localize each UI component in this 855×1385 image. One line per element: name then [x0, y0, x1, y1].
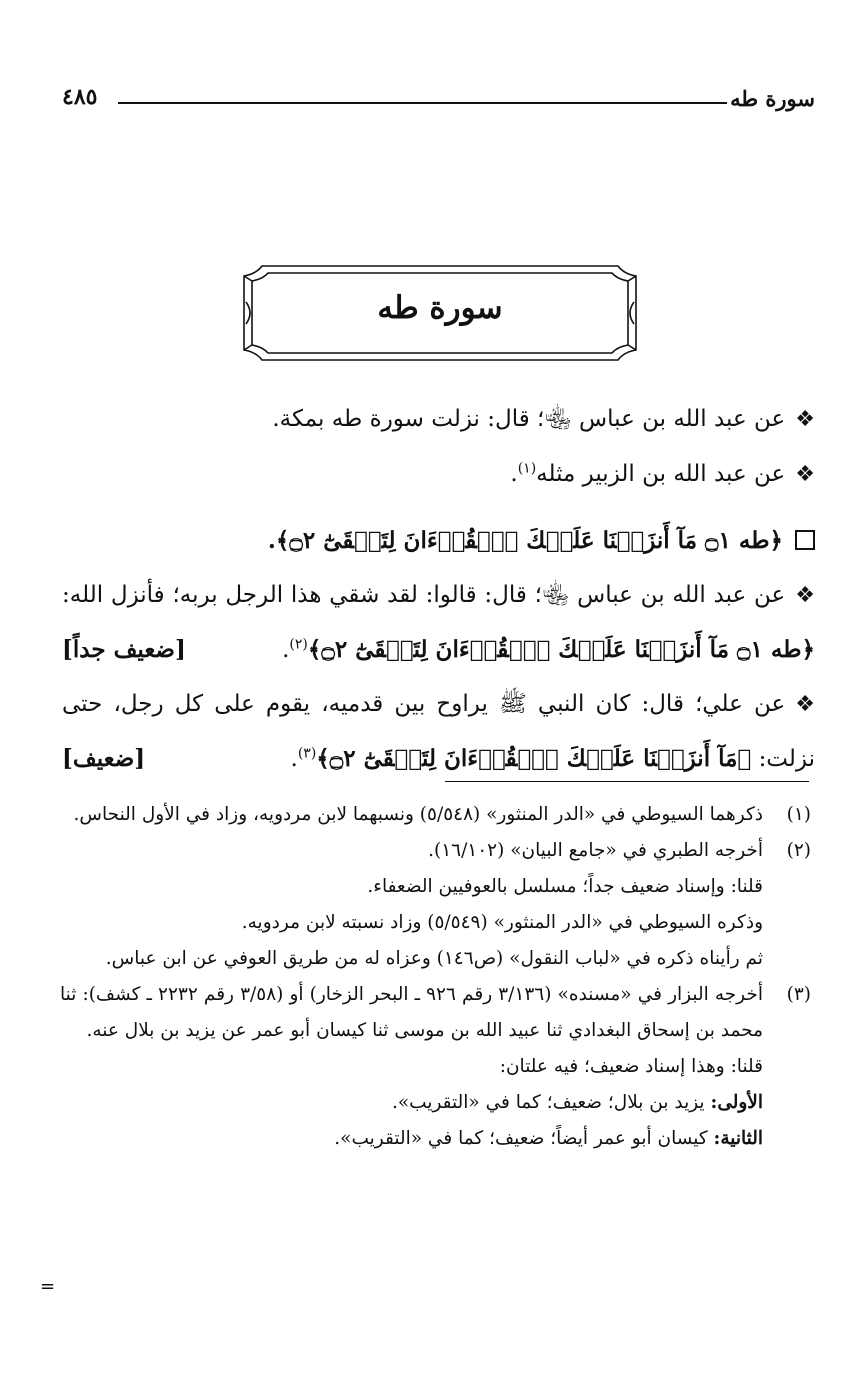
quran-verse: ﴿طه ۝١ مَآ أَنزَلۡنَا عَلَيۡكَ ٱلۡقُرۡءَانَ لِتَشۡقَىٰٓ ۝٢﴾.: [267, 527, 783, 554]
running-title: سورة طه: [730, 86, 815, 111]
hadith-paragraph-3: [62, 568, 815, 677]
para-4-verse: ﴿مَآ أَنزَلۡنَا عَلَيۡكَ ٱلۡقُرۡءَانَ لِتَشۡقَىٰٓ ۝٢﴾: [316, 745, 752, 772]
hadith-line-2: [62, 447, 815, 502]
footnote-ref-1[interactable]: (١): [517, 460, 537, 477]
line-2-text: عن عبد الله بن الزبير مثله: [536, 461, 786, 487]
footnote-line: وذكره السيوطي في «الدر المنثور» (٥/٥٤٩) وزاد نسبته لابن مردويه.: [241, 912, 763, 933]
footnote-line: قلنا: وهذا إسناد ضعيف؛ فيه علتان:: [499, 1056, 763, 1077]
label-second: الثانية:: [713, 1128, 763, 1149]
bullet-icon: ❖: [795, 583, 815, 608]
footnote-line: أخرجه الطبري في «جامع البيان» (١٦/١٠٢).: [428, 840, 763, 861]
bullet-icon: ❖: [795, 462, 815, 487]
bullet-icon: ❖: [795, 692, 815, 717]
footnote-line: أخرجه البزار في «مسنده» (٣/١٣٦ رقم ٩٢٦ ـ البحر الزخار) أو (٣/٥٨ رقم ٢٢٣٢ ـ كشف): ثنا محمد بن إسحاق البغدادي ثنا عبيد الله بن موسى ثنا كيسان أبو عمر عن يزيد بن بلال عنه.: [60, 984, 763, 1041]
surah-title-frame: [240, 262, 640, 364]
main-text: [62, 392, 815, 786]
footnote-separator: [445, 781, 809, 782]
footnote-labeled-line: [60, 1121, 763, 1157]
footnote-line: ذكرهما السيوطي في «الدر المنثور» (٥/٥٤٨) ونسبهما لابن مردويه، وزاد في الأول النحاس.: [73, 804, 763, 825]
square-bullet-icon: [795, 530, 815, 550]
label-first-text: يزيد بن بلال؛ ضعيف؛ كما في «التقريب».: [391, 1092, 705, 1113]
line-2-end: .: [510, 461, 518, 487]
footnote-line: قلنا: وإسناد ضعيف جداً؛ مسلسل بالعوفيين الضعفاء.: [367, 876, 763, 897]
footnote-number: (٢): [786, 840, 811, 861]
hadith-line-1: [62, 392, 815, 447]
page-header: [60, 82, 815, 122]
verse-line: [62, 514, 815, 568]
para-3-text: عن عبد الله بن عباس ﵄؛ قال: قالوا: لقد شقي هذا الرجل بربه؛ فأنزل الله:: [62, 582, 786, 608]
footnote-3: [60, 977, 811, 1157]
footnote-1: [60, 797, 811, 833]
grade-weak: [ضعيف]: [62, 745, 146, 772]
footnote-number: (١): [786, 804, 811, 825]
footnote-ref-2[interactable]: (٢): [289, 636, 308, 653]
label-first: الأولى:: [710, 1092, 763, 1113]
footnote-line: ثم رأيناه ذكره في «لباب النقول» (ص١٤٦) وعزاه له من طريق العوفي عن ابن عباس.: [105, 948, 763, 969]
label-second-text: كيسان أبو عمر أيضاً؛ ضعيف؛ كما في «التقريب».: [334, 1128, 708, 1149]
footnote-ref-3[interactable]: (٣): [297, 745, 317, 762]
continuation-mark: =: [40, 1276, 56, 1297]
page-number: ٤٨٥: [62, 84, 98, 110]
footnote-2: [60, 833, 811, 977]
para-4-text: عن علي؛ قال: كان النبي ﷺ يراوح بين قدميه، يقوم على كل رجل، حتى نزلت:: [62, 691, 815, 772]
bullet-icon: ❖: [795, 407, 815, 432]
grade-very-weak: [ضعيف جداً]: [62, 636, 186, 663]
para-3-verse: ﴿طه ۝١ مَآ أَنزَلۡنَا عَلَيۡكَ ٱلۡقُرۡءَانَ لِتَشۡقَىٰٓ ۝٢﴾: [307, 636, 815, 663]
footnotes: [60, 797, 811, 1157]
surah-title: سورة طه: [377, 290, 503, 326]
hadith-paragraph-4: [62, 677, 815, 786]
footnote-labeled-line: [60, 1085, 763, 1121]
footnote-number: (٣): [786, 984, 811, 1005]
header-rule: [118, 102, 727, 104]
line-1-text: عن عبد الله بن عباس ﵄؛ قال: نزلت سورة طه بمكة.: [272, 406, 786, 432]
para-3-end: .: [282, 637, 290, 663]
para-4-end: .: [290, 746, 298, 772]
